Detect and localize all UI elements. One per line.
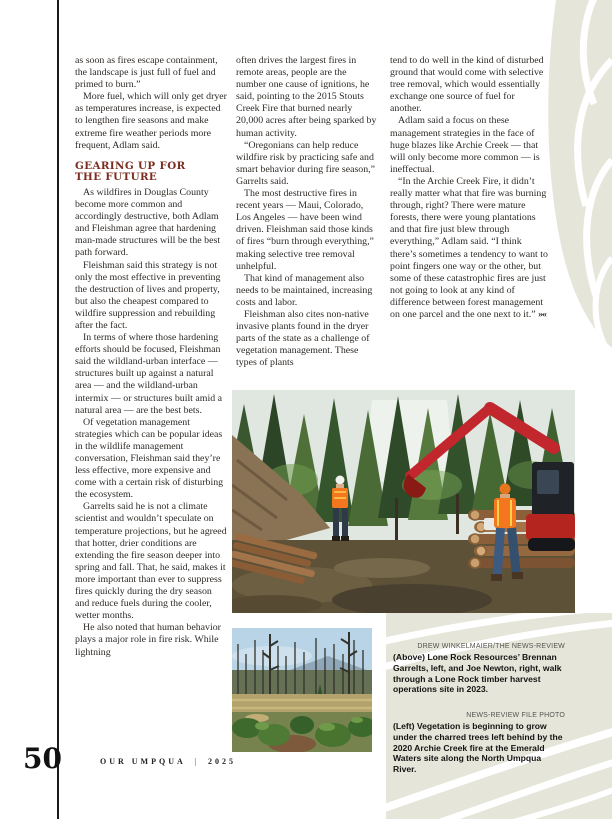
- paragraph: As wildfires in Douglas County become more common and accordingly destructive, both Adlam and Fleishman agree that hardening man-made structures will be the best path forward.: [75, 186, 221, 259]
- photo-credit: DREW WINKELMAIER/THE NEWS-REVIEW: [417, 643, 565, 650]
- paragraph-text: “In the Archie Creek Fire, it didn’t really matter what that fire was burning through, right? There were mature forests, there were young plantations and that fire just blew through everything,” Adlam said. “I think there’s sometimes a tendency to want to point fingers one way or the other, but some of these catastrophic fires are just not going to look at any kind of difference between forest management on one parcel and the one next to it.”: [390, 175, 548, 320]
- footer-magazine-line: [100, 757, 236, 766]
- paragraph: Adlam said a focus on these management strategies in the face of huge blazes like Archie Creek — that will only become more common — is ineffectual.: [390, 115, 540, 175]
- timber-harvest-photo: [232, 390, 575, 613]
- paragraph: He also noted that human behavior plays a major role in fire risk. While lightning: [75, 622, 221, 658]
- fire-regrowth-photo: [232, 628, 372, 752]
- end-mark: »«: [538, 308, 546, 320]
- footer-year: 2025: [207, 757, 236, 766]
- caption-block-left: [393, 712, 565, 775]
- leaf-decoration-top-right: [542, 0, 612, 350]
- footer-divider: |: [194, 757, 199, 766]
- section-heading-line1: GEARING UP FOR: [75, 159, 186, 172]
- footer-magazine-title: OUR UMPQUA: [100, 757, 186, 766]
- paragraph: Of vegetation management strategies which can be popular ideas in the wildlife management conversation, Fleishman said they’re less effective, more expensive and come with a certain risk of disturbing the ecosystem.: [75, 416, 224, 501]
- paragraph: “Oregonians can help reduce wildfire risk by practicing safe and smart behavior during fire season,” Garrelts said.: [236, 139, 376, 187]
- paragraph: Garrelts said he is not a climate scientist and wouldn’t speculate on temperature projections, but he agreed that hotter, drier conditions are extending the fire season deeper into spring and fall. That, he said, makes it more important than ever to suppress fires quickly during the dry season and reduce fuels during the cooler, wetter months.: [75, 501, 227, 622]
- text-column-left: [75, 55, 228, 659]
- paragraph: That kind of management also needs to be maintained, increasing costs and labor.: [236, 272, 373, 308]
- left-vertical-rule: [57, 0, 59, 819]
- paragraph: as soon as fires escape containment, the landscape is just full of fuel and primed to burn.”: [75, 55, 218, 91]
- photo-caption: (Above) Lone Rock Resources’ Brennan Garrelts, left, and Joe Newton, right, walk through a Lone Rock timber harvest operations site in 2023.: [393, 652, 562, 695]
- paragraph: The most destructive fires in recent years — Maui, Colorado, Los Angeles — have been wind driven. Fleishman said those kinds of fires “burn through everything,” making selective tree removal unhelpful.: [236, 188, 374, 272]
- paragraph: tend to do well in the kind of disturbed ground that would come with selective tree removal, which would essentially exchange one source of fuel for another.: [390, 55, 544, 115]
- paragraph: Fleishman also cites non-native invasive plants found in the dryer parts of the state as a challenge of vegetation management. These types of plants: [236, 308, 370, 369]
- page-number: 50: [23, 742, 62, 775]
- paragraph: often drives the largest fires in remote areas, people are the number one cause of ignitions, he said, pointing to the 2015 Stouts Creek Fire that burned nearly 20,000 acres after being sparked by human activity.: [236, 55, 377, 139]
- paragraph: More fuel, which will only get dryer as temperatures increase, is expected to lengthen fire seasons and make extreme fire weather periods more frequent, Adlam said.: [75, 91, 227, 151]
- paragraph: [390, 176, 548, 321]
- paragraph: In terms of where those hardening efforts should be focused, Fleishman said the wildland-urban interface — structures built up against a natural area — and the wildland-urban intermix — or structures built amid a natural area — are the best bets.: [75, 332, 222, 416]
- text-column-right: [390, 55, 548, 321]
- photo-credit: NEWS-REVIEW FILE PHOTO: [466, 712, 565, 719]
- paragraph: Fleishman said this strategy is not only the most effective in preventing the destruction of lives and property, but also the cheapest compared to wildfire suppression and rebuilding after the fact.: [75, 259, 221, 331]
- text-column-middle: [236, 55, 378, 369]
- caption-block-above: [393, 643, 565, 695]
- photo-caption: (Left) Vegetation is beginning to grow under the charred trees left behind by the 2020 Archie Creek fire at the Emerald Waters site along the North Umpqua River.: [393, 721, 563, 775]
- section-heading-line2: THE FUTURE: [75, 171, 158, 184]
- section-heading: [75, 161, 228, 184]
